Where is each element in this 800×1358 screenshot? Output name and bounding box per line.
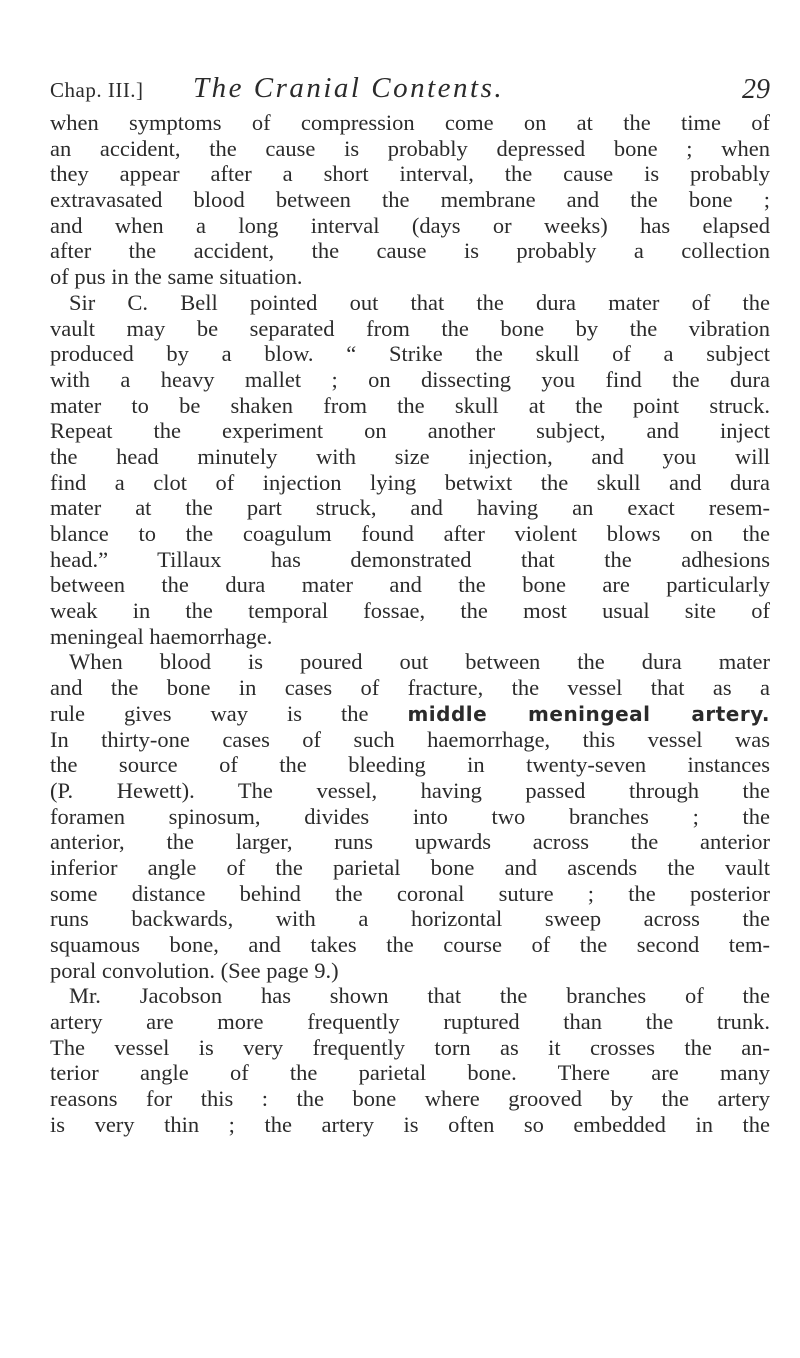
text-line-content: artery are more frequently ruptured than the trunk.: [50, 1009, 770, 1035]
text-line-content: and the bone in cases of fracture, the vessel that as a: [50, 675, 770, 701]
text-line: [50, 855, 770, 881]
text-line-content: the source of the bleeding in twenty-seven instances: [50, 752, 770, 778]
text-line-content: anterior, the larger, runs upwards across the anterior: [50, 829, 770, 855]
text-line: [50, 136, 770, 162]
text-line-content: they appear after a short interval, the cause is probably: [50, 161, 770, 187]
text-line-content: meningeal haemorrhage.: [50, 623, 273, 649]
text-line: [50, 290, 770, 316]
text-line: [50, 1009, 770, 1035]
text-line: [50, 1035, 770, 1061]
text-line: [50, 187, 770, 213]
text-line: [50, 521, 770, 547]
text-line-content: runs backwards, with a horizontal sweep across the: [50, 906, 770, 932]
page-number: 29: [742, 74, 770, 105]
text-line-content: is very thin ; the artery is often so embedded in the: [50, 1111, 770, 1137]
text-line-content: some distance behind the coronal suture ; the posterior: [50, 880, 770, 906]
body-text: [50, 110, 770, 1138]
text-line: [50, 881, 770, 907]
text-line-content: produced by a blow. “ Strike the skull of a subject: [50, 341, 770, 367]
text-line-content: foramen spinosum, divides into two branches ; the: [50, 803, 770, 829]
text-line-content: vault may be separated from the bone by the vibration: [50, 315, 770, 341]
text-line: [50, 752, 770, 778]
text-line: [50, 906, 770, 932]
text-line: [50, 341, 770, 367]
text-line-content: mater at the part struck, and having an exact resem-: [50, 495, 770, 521]
text-line-content: extravasated blood between the membrane and the bone ;: [50, 187, 770, 213]
text-line: [50, 547, 770, 573]
text-line: [50, 649, 770, 675]
text-line: [50, 1060, 770, 1086]
text-line: [50, 958, 770, 984]
text-line: [50, 161, 770, 187]
text-line: [50, 624, 770, 650]
text-line-content: The vessel is very frequently torn as it crosses the an-: [50, 1034, 770, 1060]
text-line-content: weak in the temporal fossae, the most usual site of: [50, 598, 770, 624]
text-line-content: squamous bone, and takes the course of the second tem-: [50, 932, 770, 957]
text-line-content: (P. Hewett). The vessel, having passed through the: [50, 777, 770, 803]
text-line-content: Sir C. Bell pointed out that the dura mater of the: [69, 289, 770, 315]
text-line-content: find a clot of injection lying betwixt the skull and dura: [50, 469, 770, 495]
text-line: [50, 804, 770, 830]
text-line: [50, 367, 770, 393]
text-line-content: rule gives way is the: [50, 700, 408, 726]
text-line: [50, 727, 770, 753]
text-line-content: with a heavy mallet ; on dissecting you find the dura: [50, 366, 770, 392]
text-line: [50, 572, 770, 598]
text-line-content: poral convolution. (See page 9.): [50, 957, 339, 983]
text-line: [50, 238, 770, 264]
text-line: [50, 444, 770, 470]
text-line: [50, 418, 770, 444]
text-line: [50, 983, 770, 1009]
running-title: The Cranial Contents.: [193, 72, 505, 104]
text-line: [50, 932, 770, 958]
text-line: [50, 1112, 770, 1138]
text-line-content: In thirty-one cases of such haemorrhage, this vessel was: [50, 726, 770, 752]
text-line-content: terior angle of the parietal bone. There are many: [50, 1060, 770, 1086]
text-line-content: Mr. Jacobson has shown that the branches of the: [69, 983, 770, 1009]
bold-term: middle meningeal artery.: [407, 701, 770, 726]
text-line: [50, 316, 770, 342]
text-line: [50, 1086, 770, 1112]
text-line-content: inferior angle of the parietal bone and ascends the vault: [50, 854, 770, 880]
text-line: [50, 701, 770, 727]
text-line-content: of pus in the same situation.: [50, 264, 303, 290]
chapter-marker: Chap. III.]: [50, 78, 144, 102]
text-line-content: the head minutely with size injection, and you will: [50, 443, 770, 469]
text-line: [50, 598, 770, 624]
text-line-content: blance to the coagulum found after violent blows on the: [50, 521, 770, 546]
text-line: [50, 495, 770, 521]
text-line-content: and when a long interval (days or weeks) has elapsed: [50, 212, 770, 238]
text-line-content: when symptoms of compression come on at the time of: [50, 110, 770, 135]
text-line: [50, 213, 770, 239]
text-line-content: after the accident, the cause is probably a collection: [50, 238, 770, 264]
text-line: [50, 470, 770, 496]
text-line: [50, 264, 770, 290]
text-line-content: between the dura mater and the bone are particularly: [50, 572, 770, 598]
text-line-content: an accident, the cause is probably depressed bone ; when: [50, 135, 770, 161]
text-line-content: mater to be shaken from the skull at the point struck.: [50, 392, 770, 418]
text-line: [50, 110, 770, 136]
text-line-content: head.” Tillaux has demonstrated that the adhesions: [50, 546, 770, 572]
text-line: [50, 393, 770, 419]
text-line-content: When blood is poured out between the dura mater: [69, 649, 770, 675]
text-line-content: reasons for this : the bone where grooved by the artery: [50, 1086, 770, 1112]
text-line-content: Repeat the experiment on another subject, and inject: [50, 418, 770, 444]
text-line: [50, 675, 770, 701]
text-line: [50, 829, 770, 855]
running-head: [50, 68, 770, 108]
text-line: [50, 778, 770, 804]
